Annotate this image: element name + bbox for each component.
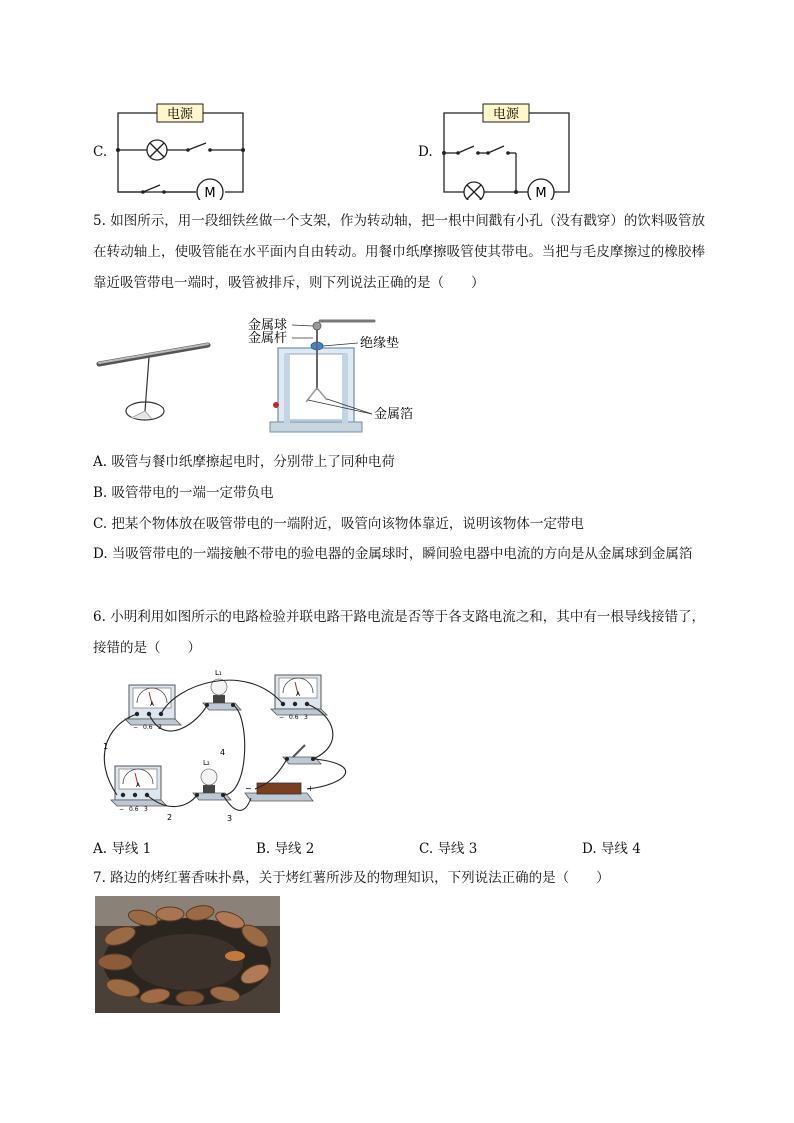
q6-option-c: C. 导线 3 [419,841,478,857]
svg-text:L₁: L₁ [215,669,222,677]
q5-option-c: C. 把某个物体放在吸管带电的一端附近，吸管向该物体靠近，说明该物体一定带电 [93,516,584,532]
svg-text:0.6: 0.6 [143,724,153,731]
q6-option-b: B. 导线 2 [256,841,315,857]
svg-text:3: 3 [144,806,148,813]
q5-option-d: D. 当吸管带电的一端接触不带电的验电器的金属球时，瞬间验电器中电流的方向是从金属球到金属箔 [93,546,693,562]
svg-text:0.6: 0.6 [129,806,139,813]
lamp-symbol-d [464,182,484,200]
bulb-l1 [203,669,241,710]
svg-text:−: − [279,714,285,721]
q5-option-a: A. 吸管与餐巾纸摩擦起电时，分别带上了同种电荷 [93,454,395,470]
svg-text:−: − [133,724,139,731]
svg-text:A: A [296,691,301,698]
svg-text:−: − [119,806,125,813]
parallel-circuit-figure [95,665,363,828]
q6-stem: 6. 小明利用如图所示的电路检验并联电路干路电流是否等于各支路电流之和，其中有一根导线接错了，接错的是（ ） [93,609,705,656]
svg-text:+: + [307,784,314,793]
svg-text:3: 3 [304,714,308,721]
svg-text:M: M [535,186,547,200]
metal-ball-label: 金属球 [248,318,288,333]
battery-box [245,783,314,801]
power-source-label: 电源 [166,107,194,122]
circuit-c-diagram [110,100,250,200]
ammeter-1 [125,685,181,731]
insulating-pad-label: 绝缘垫 [360,336,400,351]
q6-option-a: A. 导线 1 [93,841,152,857]
wire-2-label: 2 [167,813,173,822]
q5-option-b: B. 吸管带电的一端一定带负电 [93,485,274,501]
svg-text:0.6: 0.6 [289,714,299,721]
wire-4-label: 4 [220,748,226,757]
option-d-label: D. [418,144,433,160]
svg-text:M: M [204,186,216,200]
svg-text:A: A [136,782,141,789]
bulb-l2 [193,759,231,800]
ammeter-3 [111,766,167,813]
svg-text:3: 3 [158,724,162,731]
wire-4 [223,705,245,795]
q5-stem: 5. 如图所示，用一段细铁丝做一个支架，作为转动轴，把一根中间戳有小孔（没有戳穿）的饮料吸管放在转动轴上，使吸管能在水平面内自由转动。用餐巾纸摩擦吸管使其带电。当把与毛皮摩擦过的橡胶棒靠近吸管带电一端时，吸管被排斥，则下列说法正确的是（ ） [93,213,705,291]
svg-text:A: A [150,701,155,708]
switch [283,745,321,764]
q7-stem: 7. 路边的烤红薯香味扑鼻，关于烤红薯所涉及的物理知识，下列说法正确的是（ ） [93,870,610,886]
metal-foil-label: 金属箔 [374,407,414,422]
svg-text:L₂: L₂ [203,759,210,767]
power-source-label-d: 电源 [492,107,520,122]
straw-on-stand-figure [96,335,216,431]
metal-rod-label: 金属杆 [248,331,288,346]
wire-3-label: 3 [227,814,233,823]
circuit-d-diagram [436,100,576,200]
ammeter-2 [271,675,327,721]
option-c-label: C. [93,144,108,160]
q6-option-d: D. 导线 4 [582,841,641,857]
electroscope-figure [240,310,430,438]
wire-1-label: 1 [103,742,109,751]
svg-text:−: − [245,784,252,793]
roasted-sweet-potato-photo [95,896,280,1013]
